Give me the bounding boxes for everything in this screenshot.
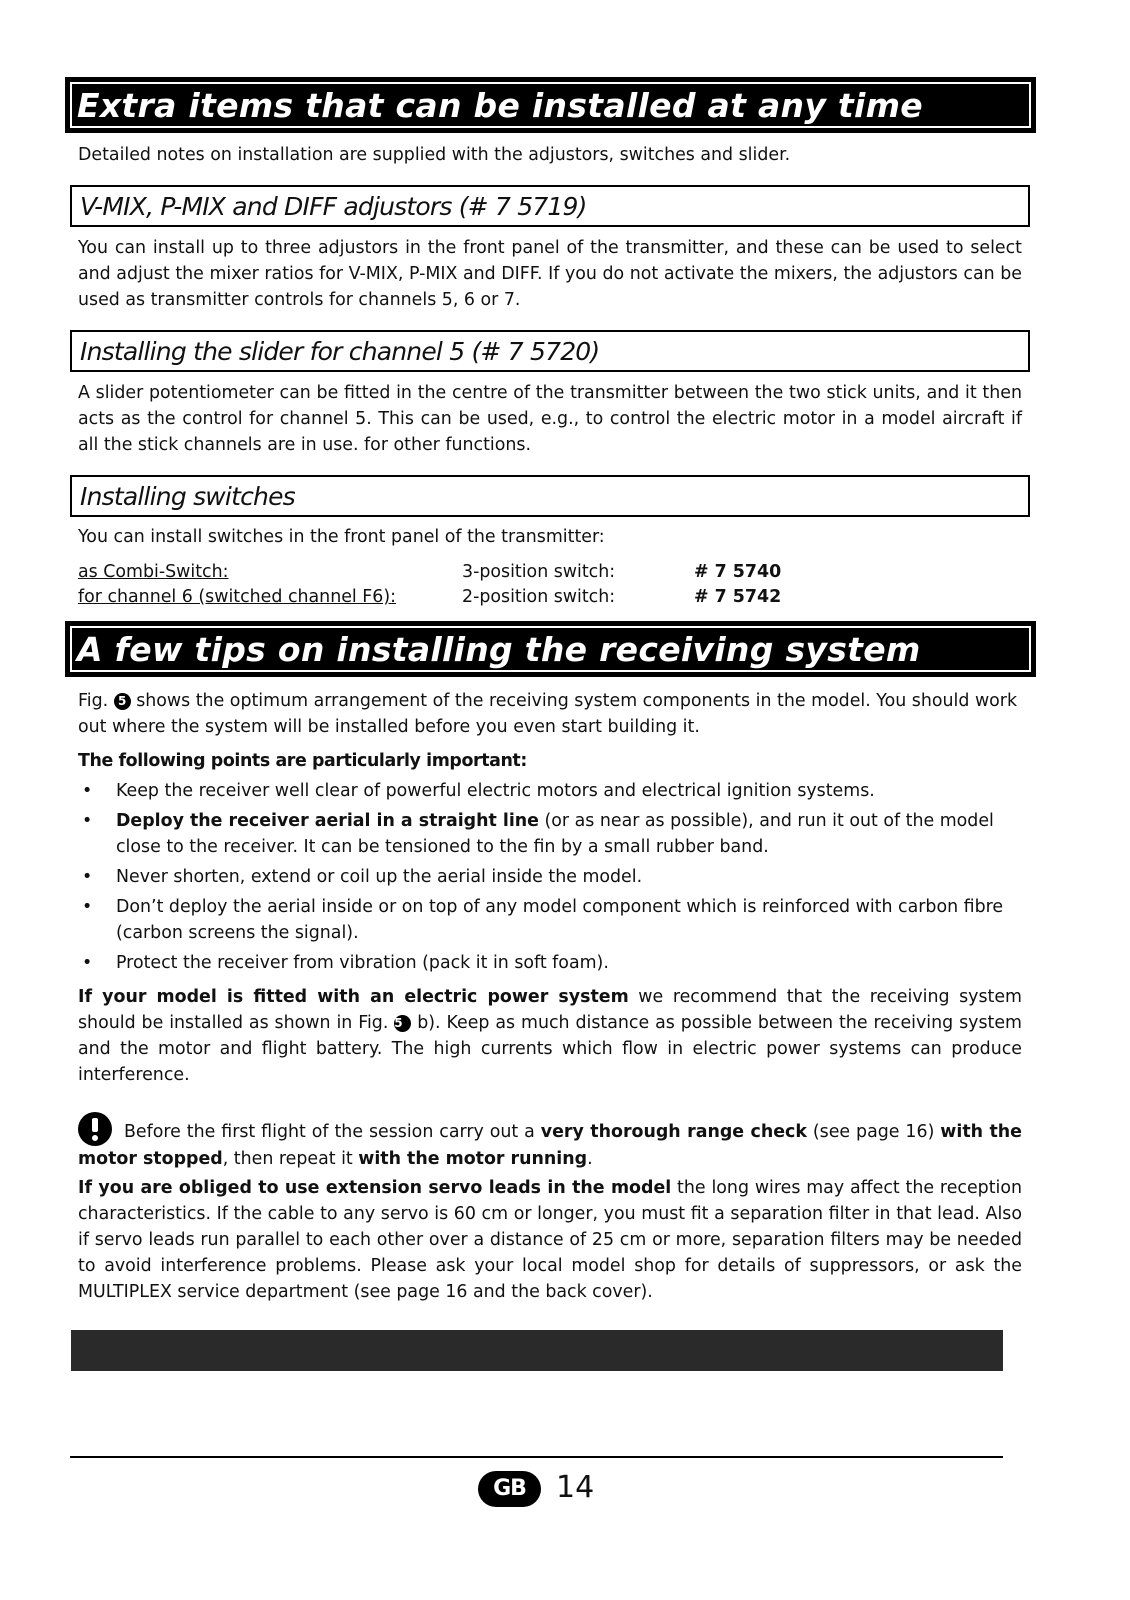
switch-order-number: # 7 5740 bbox=[694, 562, 782, 582]
fig-paragraph bbox=[78, 688, 1022, 740]
empty-section-bar bbox=[71, 1330, 1003, 1371]
paragraph-text: b). Keep as much distance as possible between the receiving system and the motor and flight battery. The high currents which flow in electric power systems can produce interference. bbox=[78, 1013, 1022, 1085]
warning-icon bbox=[78, 1112, 112, 1146]
fig-prefix: Fig. bbox=[78, 691, 109, 711]
list-item bbox=[78, 950, 1022, 976]
subsection-heading-adjustors bbox=[70, 185, 1030, 227]
switch-type: 3-position switch: bbox=[462, 562, 616, 582]
list-item-text: Don’t deploy the aerial inside or on top of any model component which is reinforced with carbon fibre (carbon screens the signal). bbox=[116, 897, 1004, 943]
paragraph-text: the long wires may affect the reception characteristics. If the cable to any servo is 60 cm or longer, you must fit a separation filter in that lead. Also if servo leads run parallel to each other over a distance of 25 cm or more, separation filters may be needed to avoid interference problems. Please ask your local model shop for details of suppressors, or ask the MULTIPLEX service department (see page 16 and the back cover). bbox=[78, 1178, 1023, 1302]
bullet-icon: • bbox=[82, 867, 93, 887]
paragraph-text: . bbox=[587, 1149, 593, 1169]
paragraph-text: Before the first flight of the session carry out a bbox=[118, 1122, 541, 1142]
section-title: Extra items that can be installed at any time bbox=[77, 85, 923, 125]
section-banner-extra-items bbox=[65, 77, 1036, 133]
language-badge: GB bbox=[478, 1471, 541, 1507]
paragraph-text: , then repeat it bbox=[222, 1149, 359, 1169]
subsection-title: Installing the slider for channel 5 (# 7 5720) bbox=[80, 336, 600, 366]
important-points-list bbox=[78, 778, 1022, 980]
subsection-heading-switches bbox=[70, 475, 1030, 517]
slider-paragraph: A slider potentiometer can be fitted in the centre of the transmitter between the two stick units, and it then acts as the control for channel 5. This can be used, e.g., to control the electric motor in a model aircraft if all the stick channels are in use. for other functions. bbox=[78, 383, 1022, 455]
bullet-icon: • bbox=[82, 781, 93, 801]
section-title: A few tips on installing the receiving system bbox=[77, 629, 921, 669]
points-heading: The following points are particularly important: bbox=[78, 751, 527, 771]
page-number: 14 bbox=[556, 1470, 595, 1505]
paragraph-text: (see page 16) bbox=[806, 1122, 941, 1142]
list-item-text: Protect the receiver from vibration (pack it in soft foam). bbox=[116, 953, 609, 973]
list-item bbox=[78, 808, 1022, 860]
paragraph-emphasis: If you are obliged to use extension servo leads in the model bbox=[78, 1178, 672, 1198]
paragraph-emphasis: with the motor running bbox=[358, 1149, 588, 1169]
list-item bbox=[78, 864, 1022, 890]
switch-use: as Combi-Switch: bbox=[78, 562, 229, 582]
list-item-text: Keep the receiver well clear of powerful electric motors and electrical ignition systems. bbox=[116, 781, 875, 801]
adjustors-paragraph: You can install up to three adjustors in the front panel of the transmitter, and these can be used to select and adjust the mixer ratios for V-MIX, P-MIX and DIFF. If you do not activate the mixers, the adjustors can be used as transmitter controls for channels 5, 6 or 7. bbox=[78, 238, 1022, 310]
range-check-warning bbox=[78, 1112, 1022, 1172]
switch-order-number: # 7 5742 bbox=[694, 587, 782, 607]
list-item bbox=[78, 778, 1022, 804]
section-banner-receiving bbox=[65, 621, 1036, 677]
paragraph-emphasis: very thorough range check bbox=[540, 1122, 807, 1142]
extension-leads-paragraph bbox=[78, 1175, 1022, 1305]
list-item-text: (or as near as possible), and run it out of the model close to the receiver. It can be tensioned to the fin by a small rubber band. bbox=[116, 811, 994, 857]
subsection-title: V-MIX, P-MIX and DIFF adjustors (# 7 5719) bbox=[80, 191, 587, 221]
paragraph-text: we recommend that the receiving system should be installed as shown in Fig. bbox=[78, 987, 1022, 1033]
list-item-text: Never shorten, extend or coil up the aerial inside the model. bbox=[116, 867, 643, 887]
switch-type: 2-position switch: bbox=[462, 587, 616, 607]
switch-use: for channel 6 (switched channel F6): bbox=[78, 587, 396, 607]
list-item-emphasis: Deploy the receiver aerial in a straight line bbox=[116, 811, 539, 831]
switches-intro: You can install switches in the front panel of the transmitter: bbox=[78, 527, 605, 547]
fig-text: shows the optimum arrangement of the receiving system components in the model. You should work out where the system will be installed before you even start building it. bbox=[78, 691, 1018, 737]
paragraph-emphasis: with the motor stopped bbox=[78, 1122, 1022, 1169]
paragraph-emphasis: If your model is fitted with an electric power system bbox=[78, 987, 629, 1007]
bullet-icon: • bbox=[82, 897, 93, 917]
figure-number-badge: 5 bbox=[114, 693, 131, 710]
bullet-icon: • bbox=[82, 953, 93, 973]
figure-number-badge: 5 bbox=[394, 1015, 411, 1032]
electric-power-paragraph bbox=[78, 984, 1022, 1088]
footer-divider bbox=[70, 1456, 1003, 1458]
bullet-icon: • bbox=[82, 811, 93, 831]
intro-paragraph: Detailed notes on installation are supplied with the adjustors, switches and slider. bbox=[78, 145, 791, 165]
subsection-heading-slider bbox=[70, 330, 1030, 372]
subsection-title: Installing switches bbox=[80, 481, 295, 511]
list-item bbox=[78, 894, 1022, 946]
